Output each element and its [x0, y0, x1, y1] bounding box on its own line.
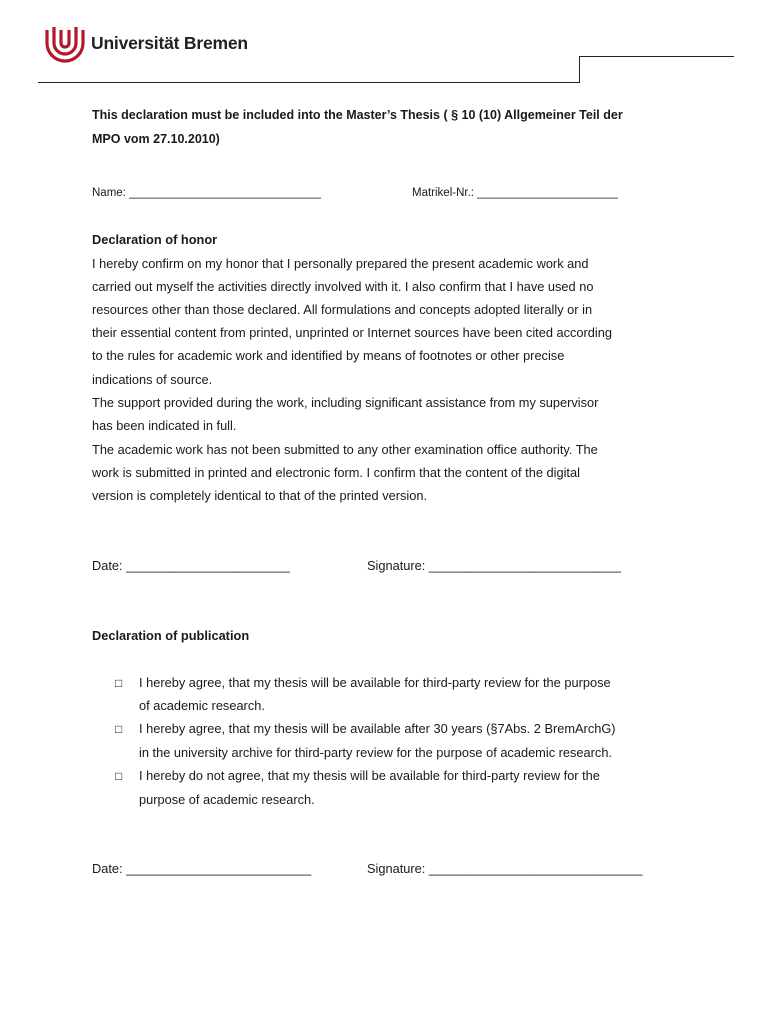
honor-date-field[interactable]: Date: _______________________ [92, 558, 290, 573]
option-30-years-line-1: I hereby agree, that my thesis will be available after 30 years (§7Abs. 2 BremArchG) [139, 721, 616, 736]
university-name: Universität Bremen [91, 33, 248, 53]
publication-heading: Declaration of publication [92, 628, 250, 643]
honor-line: has been indicated in full. [92, 418, 237, 433]
honor-heading: Declaration of honor [92, 232, 218, 247]
honor-line: resources other than those declared. All formulations and concepts adopted literally or in [92, 302, 593, 317]
header-rule-top [579, 56, 734, 57]
honor-line: indications of source. [92, 372, 213, 387]
honor-line: their essential content from printed, unprinted or Internet sources have been cited according [92, 325, 612, 340]
matrikel-field[interactable]: Matrikel-Nr.: ______________________ [412, 187, 618, 199]
honor-signature-field[interactable]: Signature: ___________________________ [367, 558, 622, 573]
honor-line: carried out myself the activities directly involved with it. I also confirm that I have used no [92, 279, 594, 294]
honor-line: The support provided during the work, including significant assistance from my supervisor [92, 395, 599, 410]
title-line-2: MPO vom 27.10.2010) [92, 132, 220, 146]
honor-line: to the rules for academic work and identified by means of footnotes or other precise [92, 348, 565, 363]
honor-line: I hereby confirm on my honor that I personally prepared the present academic work and [92, 256, 589, 271]
publication-date-field[interactable]: Date: __________________________ [92, 861, 312, 876]
publication-signature-field[interactable]: Signature: ______________________________ [367, 861, 643, 876]
honor-line: version is completely identical to that of the printed version. [92, 488, 428, 503]
header-rule-vertical [579, 56, 580, 83]
checkbox-not-agree[interactable]: □ [115, 769, 123, 783]
honor-line: work is submitted in printed and electronic form. I confirm that the content of the digital [92, 465, 580, 480]
name-field[interactable]: Name: ______________________________ [92, 187, 321, 199]
option-agree-line-1: I hereby agree, that my thesis will be available for third-party review for the purpose [139, 675, 611, 690]
option-30-years-line-2: in the university archive for third-party review for the purpose of academic research. [139, 745, 612, 760]
header-rule [38, 82, 580, 83]
checkbox-agree[interactable]: □ [115, 676, 123, 690]
honor-line: The academic work has not been submitted to any other examination office authority. The [92, 442, 598, 457]
checkbox-agree-30-years[interactable]: □ [115, 722, 123, 736]
title-line-1: This declaration must be included into the Master’s Thesis ( § 10 (10) Allgemeiner Teil der [92, 108, 623, 122]
option-not-agree-line-2: purpose of academic research. [139, 792, 315, 807]
university-logo [44, 26, 86, 64]
option-not-agree-line-1: I hereby do not agree, that my thesis will be available for third-party review for the [139, 768, 600, 783]
option-agree-line-2: of academic research. [139, 698, 265, 713]
